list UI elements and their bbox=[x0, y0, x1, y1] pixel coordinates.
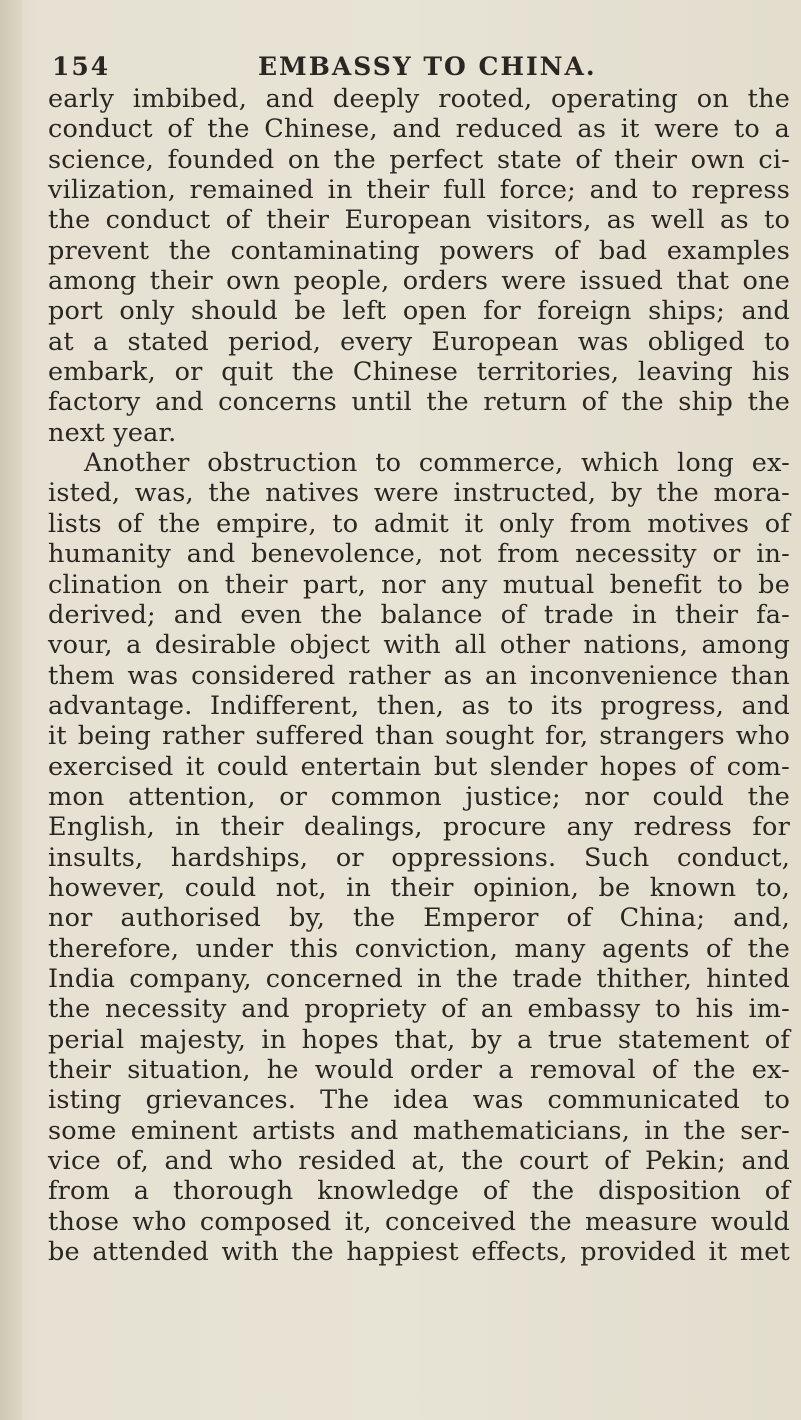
text-line: be attended with the happiest effects, provided it met bbox=[48, 1237, 790, 1268]
text-line: vice of, and who resided at, the court of Pekin; and bbox=[48, 1146, 790, 1177]
text-line: clination on their part, nor any mutual benefit to be bbox=[48, 569, 790, 600]
text-line: exercised it could entertain but slender hopes of com- bbox=[48, 751, 790, 782]
text-line: next year. bbox=[48, 417, 177, 448]
text-line: those who composed it, conceived the measure would bbox=[48, 1206, 790, 1237]
text-line: however, could not, in their opinion, be known to, bbox=[48, 872, 790, 903]
text-line: the necessity and propriety of an embassy to his im- bbox=[48, 994, 790, 1025]
page-number: 154 bbox=[52, 52, 111, 81]
text-line: perial majesty, in hopes that, by a true statement of bbox=[48, 1024, 790, 1055]
text-line: some eminent artists and mathematicians, in the ser- bbox=[48, 1115, 790, 1146]
text-line: prevent the contaminating powers of bad examples bbox=[48, 235, 790, 266]
body-text bbox=[48, 84, 790, 1267]
text-line: among their own people, orders were issued that one bbox=[48, 266, 790, 297]
text-line: insults, hardships, or oppressions. Such conduct, bbox=[48, 842, 790, 873]
text-line: lists of the empire, to admit it only from motives of bbox=[48, 508, 790, 539]
text-line: the conduct of their European visitors, as well as to bbox=[48, 205, 790, 236]
running-title: EMBASSY TO CHINA. bbox=[258, 52, 597, 81]
text-line: India company, concerned in the trade thither, hinted bbox=[48, 963, 790, 994]
text-line: humanity and benevolence, not from necessity or in- bbox=[48, 539, 790, 570]
text-line: them was considered rather as an inconvenience than bbox=[48, 660, 790, 691]
text-line: vour, a desirable object with all other nations, among bbox=[48, 630, 790, 661]
page-binding-edge bbox=[0, 0, 22, 1420]
text-line: conduct of the Chinese, and reduced as it were to a bbox=[48, 114, 790, 145]
text-line: it being rather suffered than sought for, strangers who bbox=[48, 721, 790, 752]
text-line: factory and concerns until the return of the ship the bbox=[48, 387, 790, 418]
text-line: their situation, he would order a removal of the ex- bbox=[48, 1055, 790, 1085]
text-line: embark, or quit the Chinese territories, leaving his bbox=[48, 357, 790, 388]
text-line: English, in their dealings, procure any redress for bbox=[48, 812, 790, 843]
text-line: isting grievances. The idea was communicated to bbox=[48, 1085, 790, 1116]
text-line: therefore, under this conviction, many agents of the bbox=[48, 933, 790, 964]
text-line: science, founded on the perfect state of their own ci- bbox=[48, 144, 790, 175]
text-line: derived; and even the balance of trade in their fa- bbox=[48, 599, 790, 630]
text-line: from a thorough knowledge of the disposition of bbox=[48, 1176, 790, 1207]
text-line: early imbibed, and deeply rooted, operating on the bbox=[48, 84, 790, 114]
text-line: at a stated period, every European was obliged to bbox=[48, 326, 790, 357]
text-line: mon attention, or common justice; nor could the bbox=[48, 781, 790, 812]
text-line: vilization, remained in their full force; and to repress bbox=[48, 175, 790, 206]
paragraph-start-line: Another obstruction to commerce, which long ex- bbox=[84, 448, 790, 479]
text-line: isted, was, the natives were instructed, by the mora- bbox=[48, 478, 790, 509]
text-line: port only should be left open for foreign ships; and bbox=[48, 296, 790, 327]
text-line: nor authorised by, the Emperor of China; and, bbox=[48, 903, 790, 934]
text-line: advantage. Indifferent, then, as to its progress, and bbox=[48, 690, 790, 721]
